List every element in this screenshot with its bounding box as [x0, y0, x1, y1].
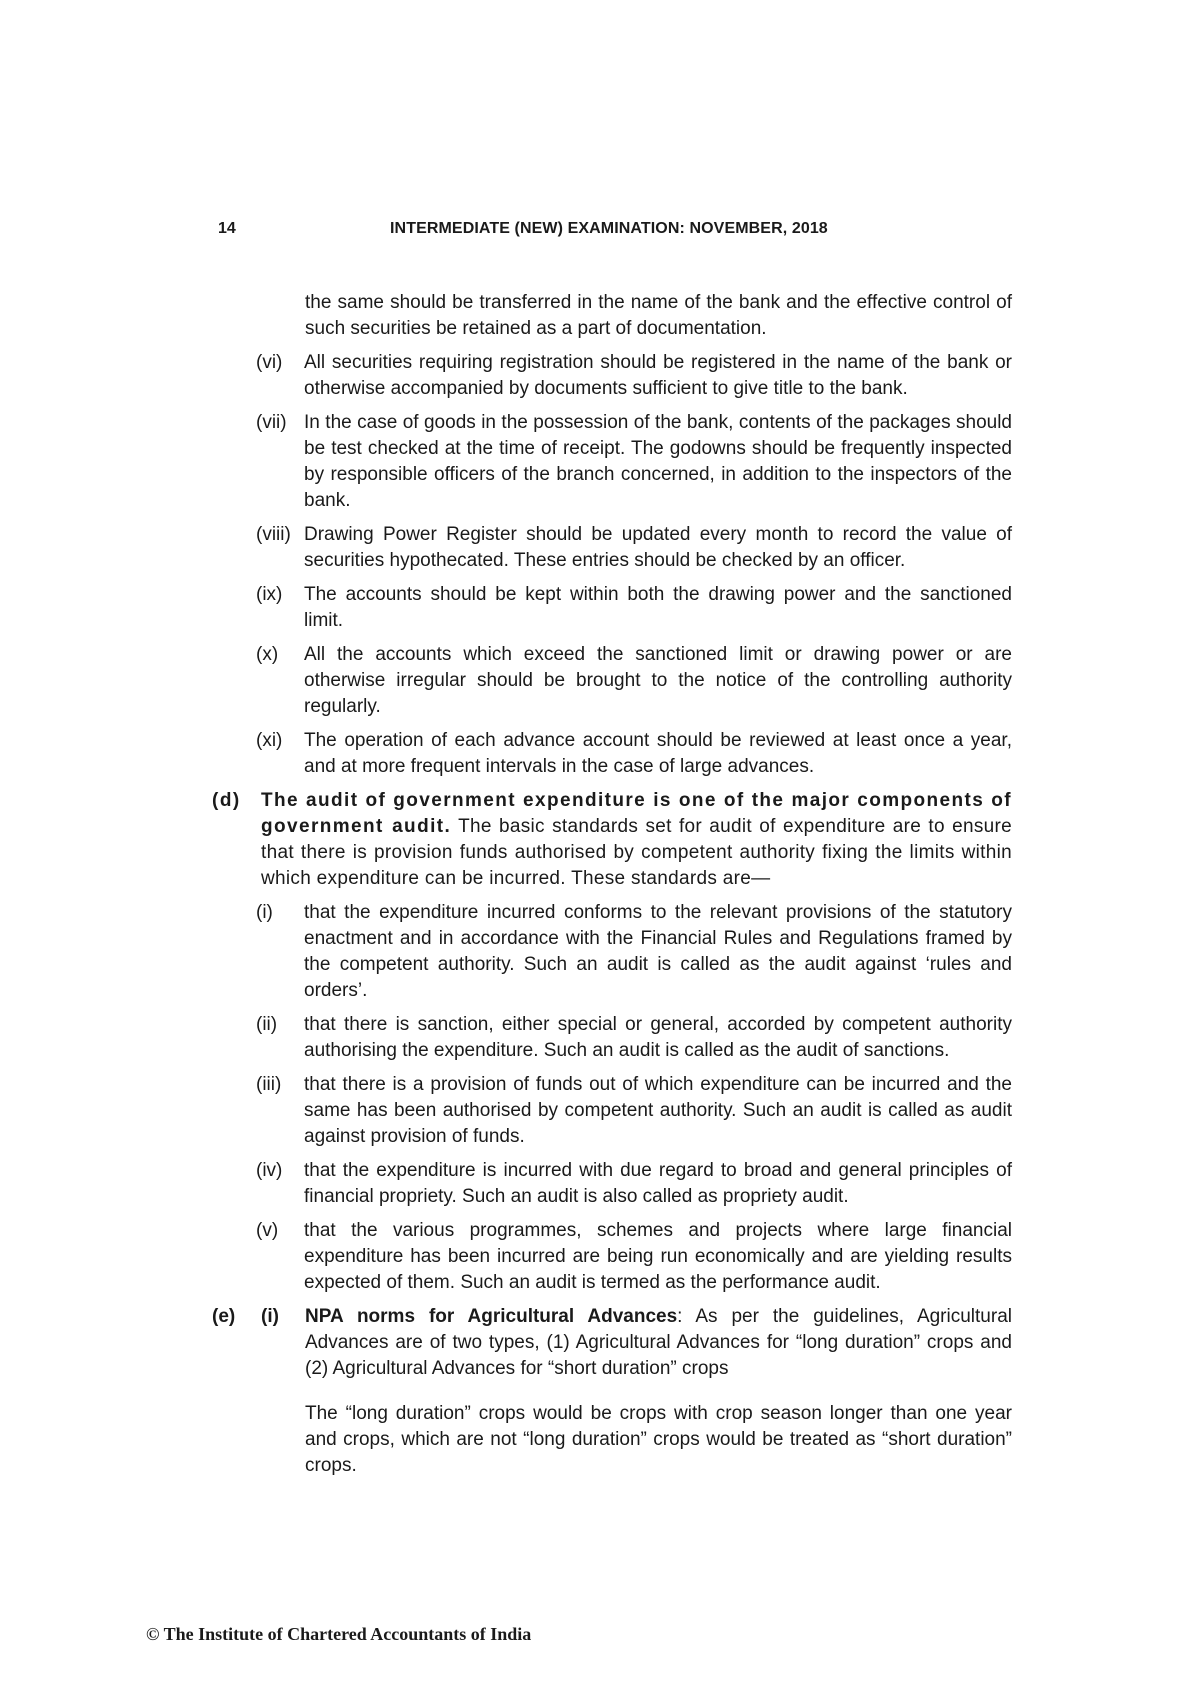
section-d [212, 788, 1012, 892]
footer-copyright: © The Institute of Chartered Accountants of India [146, 1624, 532, 1644]
list-item-viii [212, 522, 1012, 574]
continuation-paragraph: the same should be transferred in the name of the bank and the effective control of such securities be retained as a part of documentation. [305, 292, 1012, 339]
list-text: that there is sanction, either special or general, accorded by competent authority authorising the expenditure. Such an audit is called as the audit of sanctions. [304, 1014, 1012, 1061]
list-text: All securities requiring registration should be registered in the name of the bank or otherwise accompanied by documents sufficient to give title to the bank. [304, 352, 1012, 399]
list-item-d-v [212, 1218, 1012, 1296]
list-text: Drawing Power Register should be updated every month to record the value of securities hypothecated. These entries should be checked by an officer. [304, 524, 1012, 571]
list-c [212, 350, 1012, 780]
section-d-body: The basic standards set for audit of expenditure are to ensure that there is provision funds authorised by competent authority fixing the limits within which expenditure can be incurred. These standards are— [261, 816, 1013, 889]
list-item-d-i [212, 900, 1012, 1004]
list-label: (ix) [256, 584, 283, 605]
list-item-d-iv [212, 1158, 1012, 1210]
list-text: that there is a provision of funds out of which expenditure can be incurred and the same has been authorised by competent authority. Such an audit is called as audit against provision of funds. [304, 1074, 1012, 1147]
list-text: that the expenditure is incurred with due regard to broad and general principles of financial propriety. Such an audit is also called as propriety audit. [304, 1160, 1012, 1207]
list-text: All the accounts which exceed the sanctioned limit or drawing power or are otherwise irregular should be brought to the notice of the controlling authority regularly. [304, 644, 1012, 717]
list-text: The operation of each advance account should be reviewed at least once a year, and at more frequent intervals in the case of large advances. [304, 730, 1012, 777]
list-label: (xi) [256, 730, 283, 751]
list-item-vi [212, 350, 1012, 402]
list-d [212, 900, 1012, 1296]
list-item-d-iii [212, 1072, 1012, 1150]
list-text: The accounts should be kept within both the drawing power and the sanctioned limit. [304, 584, 1012, 631]
list-item-x [212, 642, 1012, 720]
page-number: 14 [218, 220, 236, 237]
list-label: (iv) [256, 1160, 283, 1181]
list-label: (x) [256, 644, 279, 665]
list-item-xi [212, 728, 1012, 780]
section-e-text [305, 1304, 1012, 1382]
list-label: (ii) [256, 1014, 278, 1035]
list-label: (iii) [256, 1074, 282, 1095]
list-label: (vii) [256, 412, 287, 433]
section-sublabel: (i) [261, 1306, 279, 1327]
list-text: In the case of goods in the possession of the bank, contents of the packages should be test checked at the time of receipt. The godowns should be frequently inspected by responsible officers of the branch concerned, in addition to the inspectors of the bank. [304, 412, 1012, 511]
section-label: (d) [212, 790, 241, 811]
section-d-text [261, 788, 1012, 892]
section-e-lead: NPA norms for Agricultural Advances [305, 1306, 678, 1327]
running-header: INTERMEDIATE (NEW) EXAMINATION: NOVEMBER, 2018 [390, 220, 828, 237]
section-d-lead: The audit of government expenditure is one of the major components of government audit. [261, 790, 1012, 837]
list-item-ix [212, 582, 1012, 634]
list-text: that the various programmes, schemes and projects where large financial expenditure has been incurred are being run economically and are yielding results expected of them. Such an audit is termed as the performance audit. [304, 1220, 1012, 1293]
list-label: (vi) [256, 352, 283, 373]
list-item-d-ii [212, 1012, 1012, 1064]
section-e-paragraph: The “long duration” crops would be crops with crop season longer than one year and crops, which are not “long duration” crops would be treated as “short duration” crops. [305, 1403, 1012, 1476]
section-e-body: : As per the guidelines, Agricultural Advances are of two types, (1) Agricultural Advances for “long duration” crops and (2) Agricultural Advances for “short duration” crops [305, 1306, 1012, 1379]
list-label: (i) [256, 902, 273, 923]
section-e [212, 1304, 1012, 1382]
page-body [212, 290, 1012, 1487]
list-label: (viii) [256, 524, 291, 545]
section-label: (e) [212, 1306, 236, 1327]
list-text: that the expenditure incurred conforms to the relevant provisions of the statutory enactment and in accordance with the Financial Rules and Regulations framed by the competent authority. Such an audit is called as the audit against ‘rules and orders’. [304, 902, 1012, 1001]
list-label: (v) [256, 1220, 279, 1241]
list-item-vii [212, 410, 1012, 514]
